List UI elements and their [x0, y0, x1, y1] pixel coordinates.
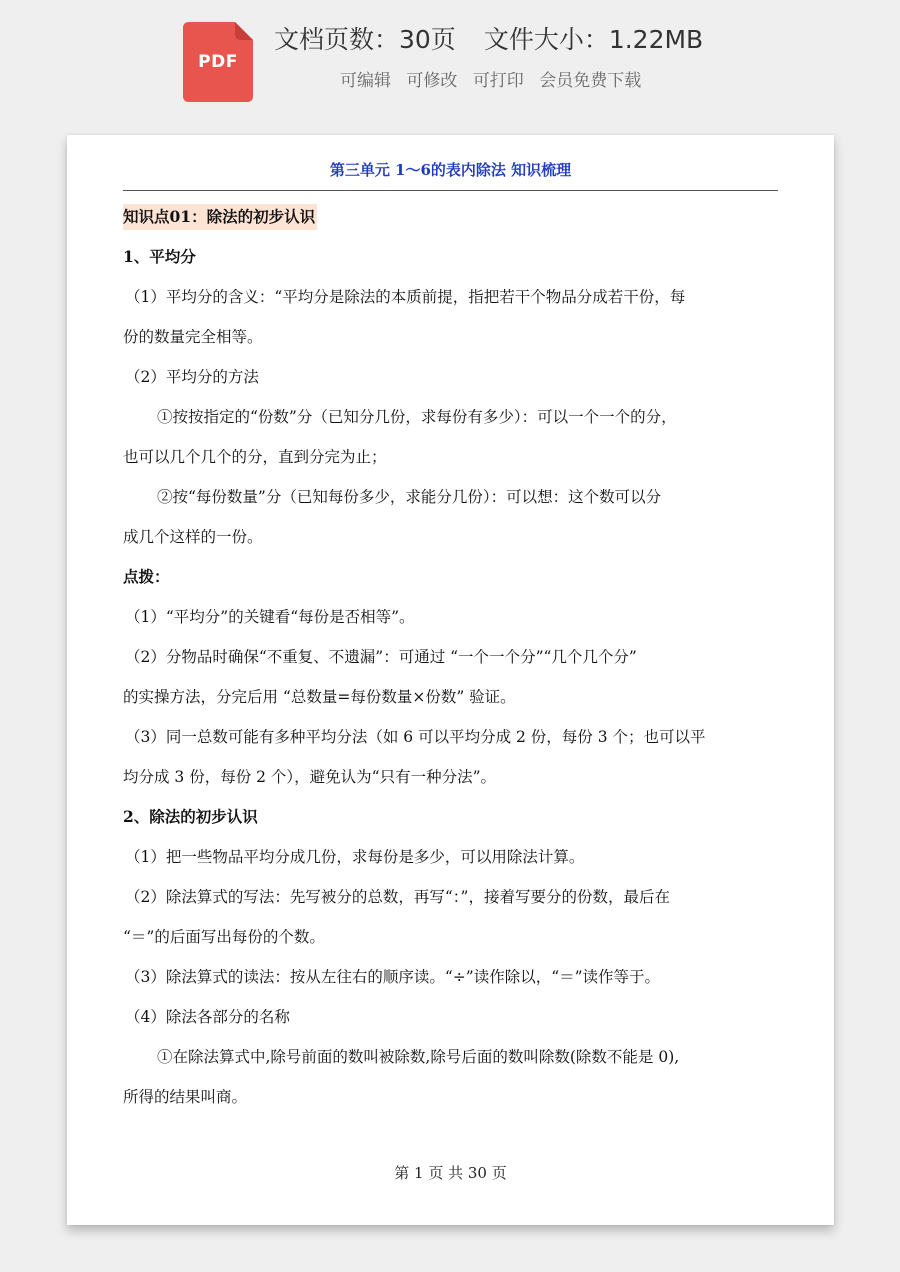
- paragraph-line: 成几个这样的一份。: [123, 528, 263, 546]
- paragraph-line: 份的数量完全相等。: [123, 328, 263, 346]
- feature-modifiable: 可修改: [406, 71, 458, 91]
- section-heading: 2、除法的初步认识: [123, 807, 258, 826]
- paragraph-line: （3）同一总数可能有多种平均分法（如 6 可以平均分成 2 份，每份 3 个；也可以平: [125, 728, 706, 746]
- paragraph-line: （1）平均分的含义：“平均分是除法的本质前提，指把若干个物品分成若干份，每: [125, 288, 686, 306]
- file-info: [274, 20, 774, 56]
- document-body: [123, 197, 778, 1117]
- feature-member-download: 会员免费下载: [539, 71, 642, 91]
- pdf-file-icon: [183, 22, 253, 102]
- feature-printable: 可打印: [472, 71, 524, 91]
- download-banner: [0, 0, 900, 120]
- feature-editable: 可编辑: [340, 71, 391, 91]
- paragraph-line: （2）除法算式的写法：先写被分的总数，再写“：”，接着写要分的份数，最后在: [125, 888, 670, 906]
- pdf-icon-label: PDF: [198, 52, 238, 72]
- paragraph-line: “＝”的后面写出每份的个数。: [123, 928, 325, 946]
- document-page: [67, 135, 834, 1225]
- page-footer: 第 1 页 共 30 页: [394, 1164, 507, 1182]
- paragraph-line: ②按“每份数量”分（已知每份多少，求能分几份）：可以想：这个数可以分: [157, 488, 662, 506]
- paragraph-line: 均分成 3 份，每份 2 个），避免认为“只有一种分法”。: [123, 768, 497, 786]
- paragraph-line: 也可以几个几个的分，直到分完为止；: [123, 448, 387, 466]
- paragraph-line: （2）分物品时确保“不重复、不遗漏”：可通过 “一个一个分”“几个几个分”: [125, 648, 637, 666]
- paragraph-line: （1）“平均分”的关键看“每份是否相等”。: [125, 608, 415, 626]
- paragraph-line: （4）除法各部分的名称: [125, 1008, 290, 1026]
- section-heading: 1、平均分: [123, 247, 196, 266]
- paragraph-line: （3）除法算式的读法：按从左往右的顺序读。“÷”读作除以，“＝”读作等于。: [125, 968, 661, 986]
- feature-list: [340, 66, 651, 91]
- knowledge-point-heading: 知识点01：除法的初步认识: [123, 204, 317, 230]
- page-count: 文档页数：30页: [274, 25, 456, 54]
- paragraph-line: 所得的结果叫商。: [123, 1088, 248, 1106]
- paragraph-line: 的实操方法，分完后用 “总数量=每份数量×份数” 验证。: [123, 688, 516, 706]
- paragraph-line: ①在除法算式中,除号前面的数叫被除数,除号后面的数叫除数(除数不能是 0),: [157, 1048, 680, 1066]
- paragraph-line: （1）把一些物品平均分成几份，求每份是多少，可以用除法计算。: [125, 848, 585, 866]
- title-divider: [123, 190, 778, 191]
- paragraph-line: ①按按指定的“份数”分（已知分几份，求每份有多少）：可以一个一个的分，: [157, 408, 677, 426]
- file-size: 文件大小：1.22MB: [483, 25, 704, 54]
- document-title: 第三单元 1～6的表内除法 知识梳理: [329, 161, 572, 179]
- tip-heading: 点拨：: [123, 567, 170, 586]
- paragraph-line: （2）平均分的方法: [125, 368, 259, 386]
